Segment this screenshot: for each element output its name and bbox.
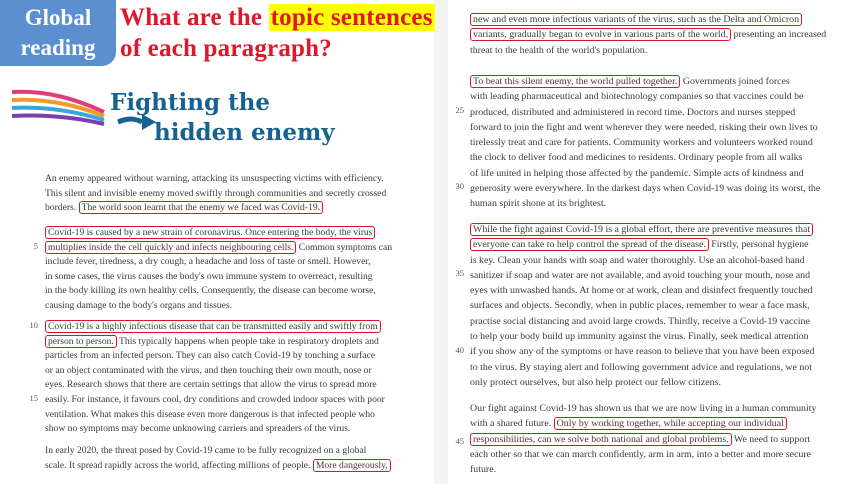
text-line: is key. Clean your hands with soap and water thoroughly. Use an alcohol-based hand [470, 254, 805, 266]
text-line: of life united in helping those affected by the pandemic. Simple acts of kindness and [470, 167, 804, 179]
text-line: threat to the health of the world's population. [470, 44, 648, 56]
text-line [45, 201, 367, 216]
text-line: include fever, tiredness, a dry cough, a headache and loss of taste or smell. However, [45, 256, 371, 268]
line-number: 10 [29, 320, 38, 330]
text-line: to the virus. By staying alert and following government advice and regulations, we not [470, 361, 812, 373]
text-line: each other so that we can march confidently, arm in arm, into a better and more secure [470, 448, 811, 460]
text-line [45, 459, 388, 474]
text-line: in the body killing its own healthy cells. Consequently, the disease can become worse, [45, 285, 376, 297]
line-number: 30 [455, 181, 464, 191]
text-line [45, 241, 393, 256]
text-span: borders. [45, 202, 77, 214]
text-line: surfaces and objects. Secondly, when in public places, remember to wear a face mask, [470, 300, 810, 312]
right-paragraph-2 [470, 74, 820, 212]
line-number: 35 [455, 268, 464, 278]
text-line: to help your body build up immunity against the virus. Finally, seek medical attention [470, 331, 809, 343]
topic-sentence-box: More dangerously, [313, 459, 391, 472]
left-paragraph-3 [45, 320, 385, 437]
text-span: This typically happens when people take in respiratory droplets and [119, 335, 379, 347]
left-paragraph-2 [45, 226, 393, 314]
text-line [45, 335, 379, 350]
line-number: 15 [29, 393, 38, 403]
text-line [470, 416, 820, 431]
text-line [470, 74, 820, 89]
text-line: produced, distributed and administered in record time. Doctors and nurses stepped [470, 106, 796, 118]
question-highlight: topic sentences [270, 4, 433, 31]
text-line: In early 2020, the threat posed by Covid-19 came to be fully recognized on a global [45, 445, 367, 456]
topic-sentence-box: new and even more infectious variants of the virus, such as the Delta and Omicron [470, 13, 802, 26]
line-number: 40 [455, 345, 464, 355]
text-span: Firstly, personal hygiene [711, 239, 809, 251]
text-line: tirelessly treat and care for patients. Community workers and volunteers worked round [470, 137, 813, 149]
text-line: eyes with unwashed hands. At home or at work, clean and disinfect frequently touched [470, 285, 813, 297]
text-span: Common symptoms can [298, 241, 393, 253]
text-line: eyes. Research shows that there are certain settings that allow the virus to spread more [45, 379, 377, 391]
line-number: 45 [455, 436, 464, 446]
topic-sentence-box: multiplies inside the cell quickly and infects neighbouring cells. [45, 241, 296, 254]
text-line: This silent and invisible enemy moved swiftly through communities and secretly crossed [45, 187, 387, 199]
text-line: causing damage to the body's organs and tissues. [45, 299, 232, 311]
text-span: We need to support [733, 433, 811, 445]
text-line: particles from an infected person. They can also catch Covid-19 by touching a surface [45, 350, 376, 362]
topic-sentence-box: To beat this silent enemy, the world pulled together. [470, 75, 680, 88]
line-number: 5 [33, 241, 38, 251]
article-title-line-2: hidden enemy [154, 119, 335, 146]
topic-sentence-box: person to person. [45, 335, 117, 348]
right-paragraph-1 [470, 12, 827, 58]
question-text-before: What are the [120, 4, 269, 31]
text-line [470, 432, 820, 447]
text-line [470, 27, 827, 42]
text-line: show no symptoms may become unknowing carriers and spreaders of the virus. [45, 423, 351, 435]
text-line: in some cases, the virus causes the body's own immune system to overreact, resulting [45, 270, 373, 282]
topic-sentence-box: Only by working together, while accepting our individual [554, 417, 787, 430]
text-span: presenting an increased [733, 29, 827, 41]
text-line: An enemy appeared without warning, attacking its unsuspecting victims with efficiency. [45, 173, 384, 184]
topic-sentence-box: The world soon learnt that the enemy we faced was Covid-19. [79, 201, 323, 214]
text-line: or an object contaminated with the virus, and then touching their own mouth, nose or [45, 364, 372, 376]
topic-sentence-box: everyone can take to help control the spread of the disease. [470, 238, 709, 251]
text-line [470, 12, 820, 27]
question-text-after: of each paragraph? [120, 35, 332, 62]
text-line: generosity were everywhere. In the darkest days when Covid-19 was doing its worst, the [470, 183, 821, 195]
right-paragraph-3 [470, 222, 820, 390]
article-title [110, 88, 370, 148]
article-title-line-1: Fighting the [110, 89, 271, 116]
topic-sentence-box: Covid-19 is caused by a new strain of coronavirus. Once entering the body, the virus [45, 226, 375, 239]
text-line: future. [470, 464, 497, 476]
topic-sentence-box: Covid-19 is a highly infectious disease that can be transmitted easily and swiftly from [45, 320, 381, 333]
text-line: Our fight against Covid-19 has shown us that we are now living in a human community [470, 403, 817, 414]
text-span: scale. It spread rapidly across the world, affecting millions of people. [45, 459, 311, 471]
badge-line-1: Global [24, 5, 92, 30]
line-number: 25 [455, 105, 464, 115]
text-line [45, 226, 373, 241]
topic-sentence-box: variants, gradually began to evolve in various parts of the world, [470, 28, 731, 41]
text-line: forward to join the fight and went wherever they were needed, risking their own lives to [470, 121, 818, 133]
text-line [45, 320, 378, 335]
left-paragraph-4 [45, 444, 388, 473]
text-line [470, 222, 820, 237]
text-line: human spirit shone at its brightest. [470, 198, 607, 210]
column-gutter [434, 0, 448, 484]
text-span: with a shared future. [470, 418, 552, 430]
global-reading-badge [0, 0, 116, 66]
right-paragraph-4 [470, 401, 820, 477]
question-heading [120, 2, 460, 64]
topic-sentence-box: While the fight against Covid-19 is a global effort, there are preventive measures that [470, 223, 813, 236]
text-line: if you show any of the symptoms or have reason to believe that you have been exposed [470, 346, 815, 358]
text-line: with leading pharmaceutical and biotechnology companies so that vaccines could be [470, 91, 804, 103]
topic-sentence-box: responsibilities, can we solve both national and global problems. [470, 433, 732, 446]
text-line [470, 237, 820, 252]
text-line: sanitizer if soap and water are not available, and avoid touching your mouth, nose and [470, 269, 811, 281]
text-span: Governments joined forces [682, 76, 790, 87]
text-line: the clock to deliver food and medicines to residents. Ordinary people from all walks [470, 152, 803, 164]
text-line: easily. For instance, it favours cool, dry conditions and crowded indoor spaces with poor [45, 393, 385, 405]
badge-line-2: reading [20, 35, 96, 60]
left-paragraph-1 [45, 172, 387, 216]
text-line: ventilation. What makes this disease even more dangerous is that infected people who [45, 408, 375, 420]
text-line: only protect ourselves, but also help protect our fellow citizens. [470, 376, 721, 388]
text-line: practise social distancing and avoid large crowds. Thirdly, receive a Covid-19 vaccine [470, 315, 810, 327]
